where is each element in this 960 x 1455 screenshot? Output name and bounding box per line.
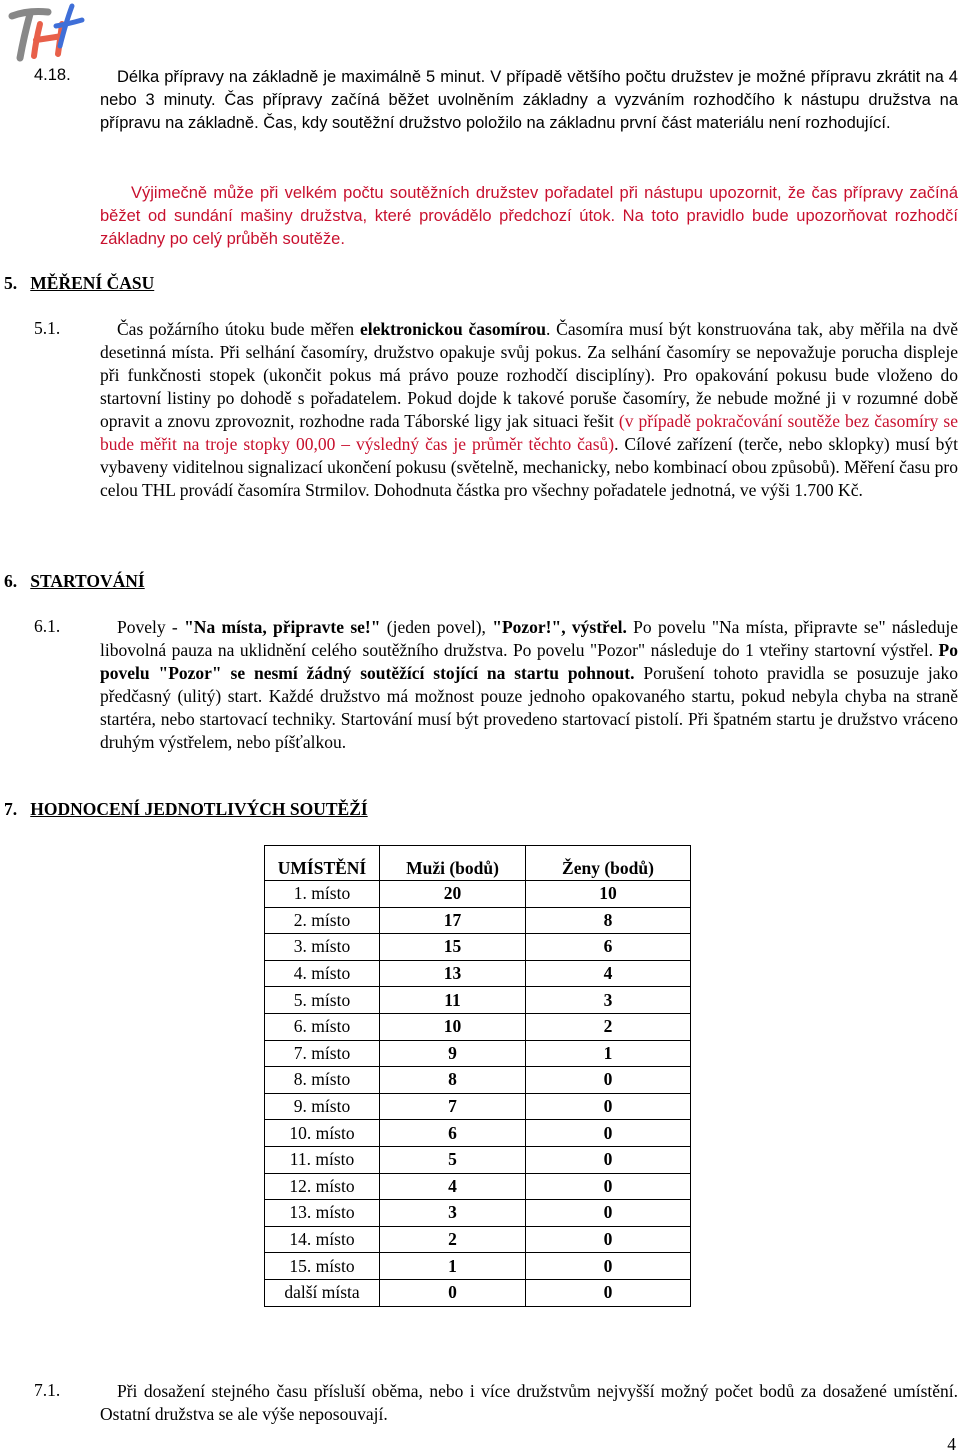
- table-cell: 8: [380, 1067, 526, 1094]
- section-number: 6.1.: [34, 616, 61, 636]
- table-row: [265, 1040, 691, 1067]
- table-cell: 8. místo: [265, 1067, 380, 1094]
- table-cell: 0: [526, 1067, 691, 1094]
- table-cell: 15: [380, 934, 526, 961]
- table-cell: 0: [526, 1253, 691, 1280]
- table-row: [265, 1093, 691, 1120]
- table-row: [265, 1200, 691, 1227]
- section-heading-5: [4, 273, 154, 294]
- table-row: [265, 1253, 691, 1280]
- table-cell: 3: [380, 1200, 526, 1227]
- table-cell: 14. místo: [265, 1226, 380, 1253]
- table-cell: 0: [526, 1226, 691, 1253]
- paragraph-4-18-note: Výjimečně může při velkém počtu soutěžních družstev pořadatel při nástupu upozornit, že čas přípravy začíná běžet od sundání mašiny družstva, které provádělo předchozí útok. Na toto pravidlo bude upozorňovat rozhodčí základny po celý průběh soutěže.: [100, 184, 958, 248]
- heading-title: STARTOVÁNÍ: [30, 571, 145, 591]
- heading-number: 5.: [4, 273, 18, 293]
- table-cell: 0: [526, 1146, 691, 1173]
- table-cell: 2: [526, 1013, 691, 1040]
- table-cell: 1: [380, 1253, 526, 1280]
- table-row: [265, 1226, 691, 1253]
- table-row: [265, 934, 691, 961]
- table-cell: 10: [526, 881, 691, 908]
- table-cell: 17: [380, 907, 526, 934]
- table-cell: 5: [380, 1146, 526, 1173]
- table-row: [265, 1279, 691, 1306]
- table-cell: 13: [380, 960, 526, 987]
- section-number: 4.18.: [34, 66, 71, 84]
- table-cell: 4. místo: [265, 960, 380, 987]
- table-cell: 6: [526, 934, 691, 961]
- heading-number: 6.: [4, 571, 18, 591]
- table-cell: 0: [380, 1279, 526, 1306]
- section-number: 5.1.: [34, 318, 61, 338]
- table-cell: 0: [526, 1200, 691, 1227]
- table-cell: 4: [526, 960, 691, 987]
- table-cell: 5. místo: [265, 987, 380, 1014]
- table-cell: 2: [380, 1226, 526, 1253]
- table-cell: 3: [526, 987, 691, 1014]
- thl-logo-icon: [6, 2, 86, 64]
- table-cell: 0: [526, 1093, 691, 1120]
- table-cell: další místa: [265, 1279, 380, 1306]
- paragraph-5-1: Čas požárního útoku bude měřen elektronickou časomírou. Časomíra musí být konstruována tak, aby měřila na dvě desetinná místa. Při selhání časomíry, družstvo opakuje svůj pokus. Za selhání časomíry se nepovažuje porucha displeje při funkčnosti stopek (ukončit pokus má právo pouze rozhodčí disciplíny). Pro opakování pokusu bude vloženo do startovní listiny po dohodě s pořadatelem. Pokud dojde k takové poruše časomíry, že nebude možné ji v rozumné době opravit a znovu zprovoznit, rozhodne rada Táborské ligy jak situaci řešit (v případě pokračování soutěže bez časomíry se bude měřit na troje stopky 00,00 – výsledný čas je průměr těchto časů). Cílové zařízení (terče, nebo sklopky) musí být vybaveny viditelnou signalizací ukončení pokusu (světelně, mechanicky, nebo kombinací obou způsobů). Měření času pro celou THL provádí časomíra Strmilov. Dohodnuta částka pro všechny pořadatele jednotná, ve výši 1.700 Kč.: [100, 319, 959, 500]
- table-row: [265, 1146, 691, 1173]
- table-cell: 20: [380, 881, 526, 908]
- table-cell: 10: [380, 1013, 526, 1040]
- table-row: [265, 881, 691, 908]
- table-cell: 0: [526, 1120, 691, 1147]
- column-header: Muži (bodů): [380, 846, 526, 881]
- table-row: [265, 1013, 691, 1040]
- table-cell: 0: [526, 1279, 691, 1306]
- section-heading-7: [4, 799, 368, 820]
- table-row: [265, 1067, 691, 1094]
- page-number: 4: [947, 1434, 956, 1454]
- column-header: UMÍSTĚNÍ: [265, 846, 380, 881]
- table-cell: 12. místo: [265, 1173, 380, 1200]
- section-heading-6: [4, 571, 145, 592]
- heading-number: 7.: [4, 799, 18, 819]
- table-cell: 7: [380, 1093, 526, 1120]
- table-cell: 11. místo: [265, 1146, 380, 1173]
- paragraph-6-1: Povely - "Na místa, připravte se!" (jeden povel), "Pozor!", výstřel. Po povelu "Na místa, připravte se" následuje libovolná pauza na uklidnění celého soutěžního družstva. Po povelu "Pozor" následuje do 1 vteřiny startovní výstřel. Po povelu "Pozor" se nesmí žádný soutěžící stojící na startu pohnout. Porušení tohoto pravidla se posuzuje jako předčasný (ulitý) start. Každé družstvo má možnost pouze jednoho opakovaného startu, pokud nebyla chyba na straně startéra, nebo startovací techniky. Startování musí být provedeno startovací pistolí. Při špatném startu je družstvo vráceno druhým výstřelem, nebo píšťalkou.: [100, 617, 958, 752]
- heading-title: HODNOCENÍ JEDNOTLIVÝCH SOUTĚŽÍ: [30, 799, 368, 819]
- table-cell: 6: [380, 1120, 526, 1147]
- table-cell: 1. místo: [265, 881, 380, 908]
- table-cell: 11: [380, 987, 526, 1014]
- table-row: [265, 1120, 691, 1147]
- heading-title: MĚŘENÍ ČASU: [30, 273, 155, 293]
- table-cell: 8: [526, 907, 691, 934]
- table-row: [265, 907, 691, 934]
- table-cell: 4: [380, 1173, 526, 1200]
- table-row: [265, 960, 691, 987]
- section-number: 7.1.: [34, 1380, 61, 1400]
- table-cell: 9. místo: [265, 1093, 380, 1120]
- table-cell: 0: [526, 1173, 691, 1200]
- table-cell: 13. místo: [265, 1200, 380, 1227]
- column-header: Ženy (bodů): [526, 846, 691, 881]
- table-cell: 9: [380, 1040, 526, 1067]
- paragraph-7-1: Při dosažení stejného času přísluší oběma, nebo i více družstvům nejvyšší možný počet bodů za dosažené umístění. Ostatní družstva se ale výše neposouvají.: [100, 1381, 958, 1424]
- table-cell: 3. místo: [265, 934, 380, 961]
- paragraph-4-18: Délka přípravy na základně je maximálně 5 minut. V případě většího počtu družstev je možné přípravu zkrátit na 4 nebo 3 minuty. Čas přípravy začíná běžet uvolněním základny a vyzváním rozhodčího k nástupu družstva na přípravu na základně. Čas, kdy soutěžní družstvo položilo na základnu první část materiálu není rozhodující.: [100, 68, 958, 132]
- table-cell: 1: [526, 1040, 691, 1067]
- table-row: [265, 987, 691, 1014]
- table-cell: 7. místo: [265, 1040, 380, 1067]
- table-cell: 2. místo: [265, 907, 380, 934]
- table-cell: 15. místo: [265, 1253, 380, 1280]
- table-cell: 6. místo: [265, 1013, 380, 1040]
- points-table: [264, 845, 691, 1307]
- table-row: [265, 1173, 691, 1200]
- table-header-row: [265, 846, 691, 881]
- table-cell: 10. místo: [265, 1120, 380, 1147]
